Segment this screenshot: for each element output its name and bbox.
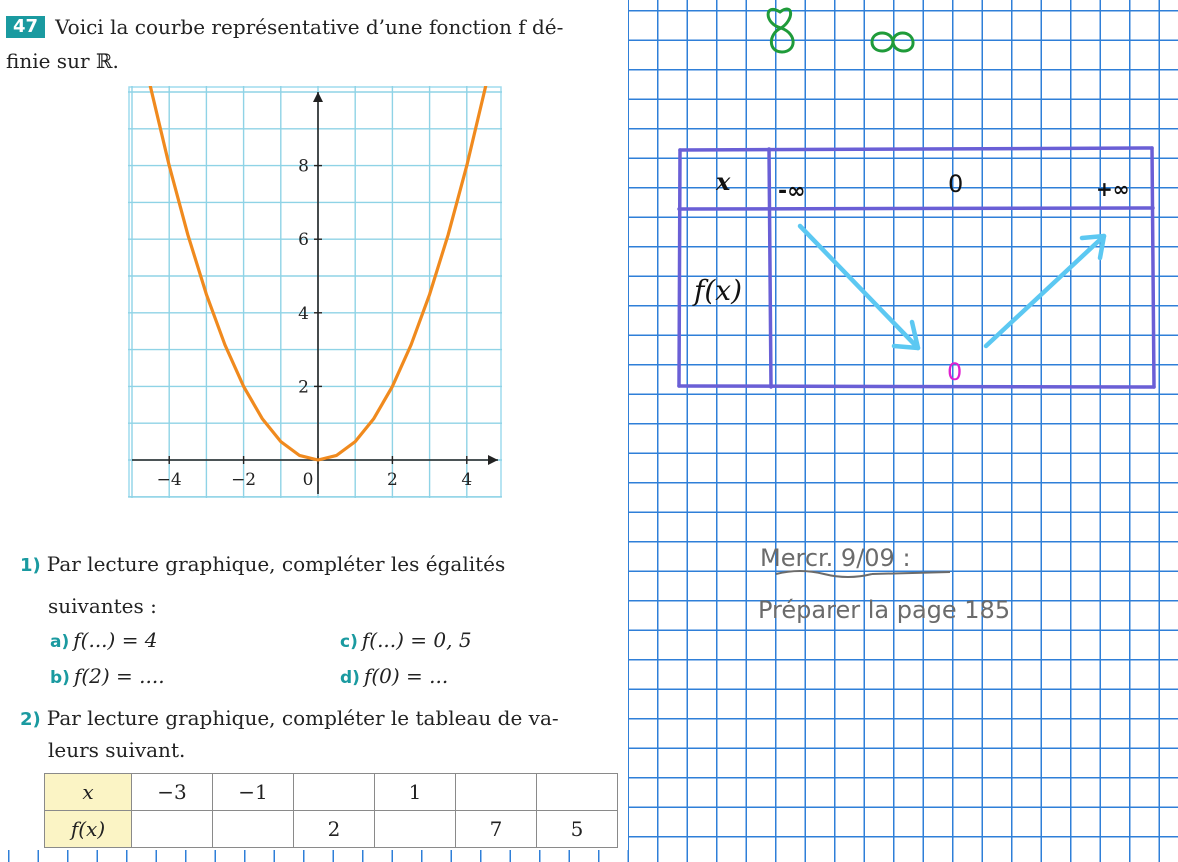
decreasing-arrow	[800, 226, 918, 348]
chart-y-tick-label: 8	[298, 156, 309, 177]
table-cell[interactable]: 2	[294, 811, 375, 848]
variation-minimum-value: 0	[947, 358, 963, 386]
question-2-number: 2)	[20, 709, 41, 730]
variation-zero: 0	[948, 170, 964, 198]
question-2-text-line1: Par lecture graphique, compléter le tableau de va-	[46, 706, 559, 730]
chart-x-tick-label: −2	[231, 470, 257, 490]
homework-label: Mercr. 9/09 :	[760, 544, 911, 572]
table-cell[interactable]: 5	[537, 811, 618, 848]
chart-x-tick-label: 0	[302, 470, 314, 490]
table-header-fx: f(x)	[45, 811, 132, 848]
question-1c-expr: f(...) = 0, 5	[361, 628, 472, 652]
exercise-number: 47	[6, 16, 45, 38]
question-1a-expr: f(...) = 4	[73, 628, 158, 652]
green-eight-drawing	[768, 9, 793, 52]
homework-underline-date	[872, 572, 950, 574]
question-1b-label: b)	[50, 668, 70, 688]
question-1-line2: suivantes :	[48, 594, 157, 618]
green-infinity-drawing	[872, 33, 913, 51]
exercise-intro-line1: Voici la courbe représentative d’une fonction f dé-	[55, 15, 564, 39]
increasing-arrow	[986, 236, 1104, 346]
question-1d-label: d)	[340, 668, 360, 688]
table-cell[interactable]: −3	[132, 774, 213, 811]
variation-minus-infinity: -∞	[778, 179, 806, 204]
table-cell[interactable]: −1	[213, 774, 294, 811]
question-1a-label: a)	[50, 632, 70, 652]
table-cell[interactable]: 1	[375, 774, 456, 811]
variation-x-label: x	[716, 167, 731, 196]
question-1-number: 1)	[20, 555, 41, 576]
question-1c-label: c)	[340, 632, 358, 652]
question-1b-expr: f(2) = ....	[73, 664, 165, 688]
variation-plus-infinity: +∞	[1096, 177, 1130, 201]
homework-text: Préparer la page 185	[758, 596, 1011, 624]
variation-fx-label: f(x)	[694, 274, 743, 307]
chart-y-tick-label: 2	[298, 377, 309, 398]
chart-y-tick-label: 4	[298, 303, 309, 324]
question-1-text-line1: Par lecture graphique, compléter les égalités	[46, 552, 506, 576]
table-header-x: x	[45, 774, 132, 811]
chart-x-tick-label: 4	[461, 470, 473, 490]
question-2-line2: leurs suivant.	[48, 738, 186, 762]
chart-y-tick-label: 6	[298, 230, 309, 251]
question-1d-expr: f(0) = ...	[363, 664, 449, 688]
table-cell[interactable]: 7	[456, 811, 537, 848]
variation-table	[679, 148, 1154, 387]
exercise-intro-line2: finie sur ℝ.	[6, 49, 119, 73]
chart-x-tick-label: −4	[156, 470, 182, 490]
chart-x-tick-label: 2	[386, 470, 398, 490]
